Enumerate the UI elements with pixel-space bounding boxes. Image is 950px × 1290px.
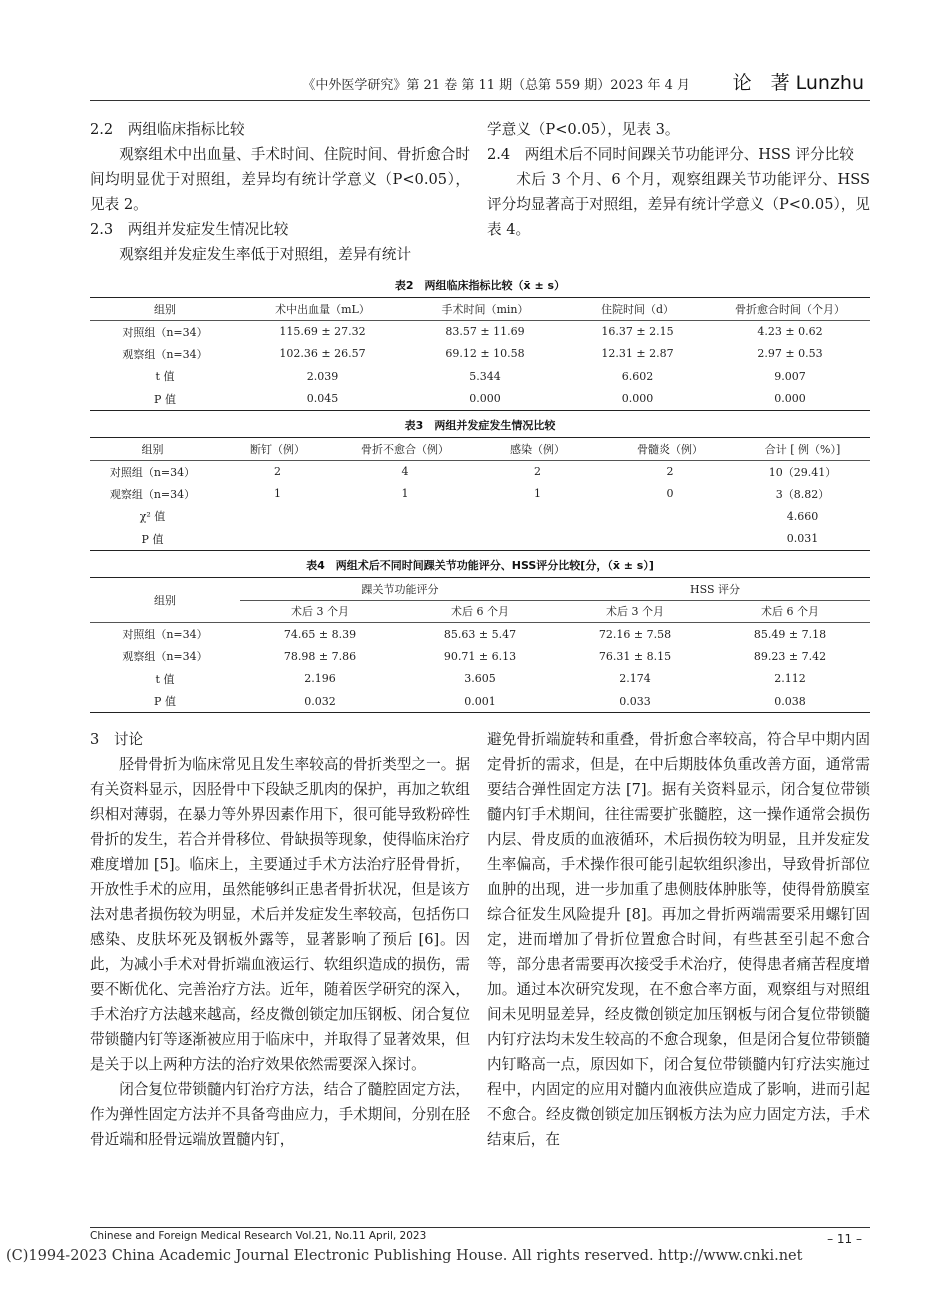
footer-journal: Chinese and Foreign Medical Research Vol.21, No.11 April, 2023 [90,1230,427,1242]
table-cell: 0.000 [565,388,710,411]
table-cell: 6.602 [621,369,654,383]
table-row [90,460,870,483]
discussion-paragraph-2: 闭合复位带锁髓内钉治疗方法，结合了髓腔固定方法，作为弹性固定方法并不具备弯曲应力，手术期间，分别在胫骨近端和胫骨远端放置髓内钉， [90,1081,470,1148]
table-cell: 0.045 [240,388,405,411]
table-cell: P 值 [90,388,240,411]
section-label: 论 著 Lunzhu [732,72,864,94]
table-cell: 2.039 [306,369,339,383]
table-cell [340,528,470,551]
footer-rule [90,1227,870,1228]
paragraph-2-3: 观察组并发症发生率低于对照组，差异有统计 [119,246,412,263]
discussion-right-column [487,727,870,1152]
table3-caption: 表3 两组并发症发生情况比较 [404,419,556,432]
table-cell: 观察组（n=34） [122,650,208,664]
table-cell: 2.174 [619,672,651,686]
results-right-column [487,117,870,242]
table2 [90,297,870,411]
table-cell: 2.97 ± 0.53 [757,347,823,361]
journal-title: 《中外医学研究》第 21 卷 第 11 期（总第 559 期）2023 年 4 月 [302,78,690,93]
table3-header-row [90,438,870,461]
table2-header: 骨折愈合时间（个月） [710,298,870,321]
header-rule [90,100,870,101]
table-cell: 85.49 ± 7.18 [753,627,827,641]
table-cell: 观察组（n=34） [109,487,196,501]
discussion-heading: 3 讨论 [90,731,144,748]
table-row [90,320,870,343]
table-cell [215,505,340,528]
table-cell: 0.000 [405,388,565,411]
table-cell: 2.196 [304,672,336,686]
table2-header: 术中出血量（mL） [240,298,405,321]
table3-header: 感染（例） [470,438,605,461]
table-cell: 对照组（n=34） [122,628,208,641]
table-cell: 0.038 [710,690,870,713]
table-cell: 0 [666,487,674,501]
table-cell: 对照组（n=34） [109,465,196,479]
table-row [90,668,870,691]
table2-header: 组别 [90,298,240,321]
table-row [90,528,870,551]
table-cell: 4.660 [786,509,819,523]
table-cell: 2 [534,465,541,478]
table-cell [470,528,605,551]
table-row [90,388,870,411]
table2-header: 住院时间（d） [565,298,710,321]
table4-subheader: 术后 3 个月 [240,600,400,623]
table2-header-row [90,298,870,321]
running-header [90,68,870,98]
table-row [90,645,870,668]
table-row [90,365,870,388]
table-cell: 1 [274,487,281,501]
table-cell: 2 [274,465,281,478]
table-cell: 0.000 [710,388,870,411]
section-heading-2-4: 2.4 两组术后不同时间踝关节功能评分、HSS 评分比较 [487,146,854,163]
table2-header: 手术时间（min） [405,298,565,321]
table-cell: P 值 [90,690,240,713]
table-cell: 2.112 [774,672,806,686]
table4-caption: 表4 两组术后不同时间踝关节功能评分、HSS评分比较[分，（x̄ ± s）] [306,559,654,572]
table3 [90,437,870,551]
table-cell: 3.605 [464,672,496,686]
table-cell: 78.98 ± 7.86 [283,649,357,663]
discussion-left-column [90,727,470,1152]
table-cell: χ² 值 [139,510,166,524]
table-cell [470,505,605,528]
table2-caption: 表2 两组临床指标比较（x̄ ± s） [394,279,566,292]
table-cell: 2 [666,465,674,478]
results-left-column [90,117,470,267]
table4-ankle-header: 踝关节功能评分 [240,578,560,601]
table-cell: P 值 [90,528,215,551]
table4-hss-header: HSS 评分 [560,578,870,601]
table-cell [215,528,340,551]
table3-header: 组别 [90,438,215,461]
page-number: – 11 – [827,1232,862,1246]
table4 [90,577,870,713]
table-row [90,690,870,713]
table-cell: 90.71 ± 6.13 [443,649,517,663]
table-cell: 0.001 [400,690,560,713]
table-cell: 83.57 ± 11.69 [445,325,525,338]
paragraph-2-3-continued: 学意义（P<0.05），见表 3。 [487,121,680,138]
discussion-paragraph-1: 胫骨骨折为临床常见且发生率较高的骨折类型之一。据有关资料显示，因胫骨中下段缺乏肌肉的保护，再加之软组织相对薄弱，在暴力等外界因素作用下，很可能导致粉碎性骨折的发生，若合并骨移位、骨缺损等现象，使得临床治疗难度增加 [5]。临床上，主要通过手术方法治疗胫骨骨折，开放性手术的应用，虽然能够纠正患者骨折状况，但是该方法对患者损伤较为明显，术后并发症发生率较高，包括伤口感染、皮肤坏死及钢板外露等，显著影响了预后 [6]。因此，为减小手术对骨折端血液运行、软组织造成的损伤，需要不断优化、完善治疗方法。近年，随着医学研究的深入，手术治疗方法越来越高，经皮微创锁定加压钢板、闭合复位带锁髓内钉等逐渐被应用于临床中，并取得了显著效果，但是关于以上两种方法的治疗效果依然需要深入探讨。 [90,756,470,1073]
table-cell: 1 [401,487,409,501]
table-cell: 4.23 ± 0.62 [757,325,823,338]
table-cell: 5.344 [469,369,501,383]
table-cell: 0.032 [240,690,400,713]
table-cell: 85.63 ± 5.47 [443,627,517,641]
table4-subheader: 术后 3 个月 [560,600,710,623]
table-cell [605,505,735,528]
table-cell: 3（8.82） [775,487,830,501]
table-cell [340,505,470,528]
table4-header-row [90,578,870,601]
table-cell: 74.65 ± 8.39 [283,627,357,641]
paragraph-2-2: 观察组术中出血量、手术时间、住院时间、骨折愈合时间均明显优于对照组，差异均有统计学意义（P<0.05），见表 2。 [90,146,470,213]
table-cell: 76.31 ± 8.15 [598,649,672,663]
table-cell: 72.16 ± 7.58 [598,627,672,641]
table-cell: 4 [401,465,409,478]
table-cell: 0.031 [735,528,870,551]
table-cell: 89.23 ± 7.42 [753,649,827,663]
table4-subheader: 术后 6 个月 [400,600,560,623]
table-cell: 1 [534,487,541,501]
paragraph-2-4: 术后 3 个月、6 个月，观察组踝关节功能评分、HSS 评分均显著高于对照组，差异有统计学意义（P<0.05），见表 4。 [487,171,870,238]
table-cell: 12.31 ± 2.87 [601,347,674,361]
table-row [90,343,870,366]
table-cell: 102.36 ± 26.57 [279,347,366,361]
table-row [90,505,870,528]
table3-header: 合计 [ 例（%）] [735,438,870,461]
table-row [90,483,870,506]
table-cell: 9.007 [774,369,806,383]
table-cell: t 值 [155,672,175,686]
table3-header: 断钉（例） [215,438,340,461]
section-heading-2-2: 2.2 两组临床指标比较 [90,121,245,138]
table-cell [605,528,735,551]
discussion-paragraph-3: 避免骨折端旋转和重叠，骨折愈合率较高，符合早中期内固定骨折的需求，但是，在中后期肢体负重改善方面，通常需要结合弹性固定方法 [7]。据有关资料显示，闭合复位带锁髓内钉手术期间，往往需要扩张髓腔，这一操作通常会损伤内层、骨皮质的血液循环，术后损伤较为明显，且并发症发生率偏高，手术操作很可能引起软组织渗出，导致骨折部位血肿的出现，进一步加重了患侧肢体肿胀等，使得骨筋膜室综合征发生风险提升 [8]。再加之骨折两端需要采用螺钉固定，进而增加了骨折位置愈合时间，有些甚至引起不愈合等，部分患者需要再次接受手术治疗，使得患者痛苦程度增加。通过本次研究发现，在不愈合率方面，观察组与对照组间未见明显差异，经皮微创锁定加压钢板与闭合复位带锁髓内钉疗法均未发生较高的不愈合现象，但是闭合复位带锁髓内钉略高一点，原因如下，闭合复位带锁髓内钉疗法实施过程中，内固定的应用对髓内血液供应造成了影响，进而引起不愈合。经皮微创锁定加压钢板方法为应力固定方法，手术结束后，在 [487,731,870,1148]
table3-header: 骨折不愈合（例） [340,438,470,461]
table-cell: 10（29.41） [768,465,837,479]
copyright-watermark: (C)1994-2023 China Academic Journal Electronic Publishing House. All rights reserved. http://www.cnki.net [6,1248,803,1264]
table-cell: 0.033 [560,690,710,713]
table-cell: 对照组（n=34） [122,325,208,339]
table-cell: 69.12 ± 10.58 [445,347,525,361]
table4-group-header: 组别 [90,578,240,623]
table-cell: 115.69 ± 27.32 [279,325,366,338]
section-heading-2-3: 2.3 两组并发症发生情况比较 [90,221,289,238]
table-row [90,623,870,646]
table-cell: t 值 [155,370,175,384]
table4-subheader: 术后 6 个月 [710,600,870,623]
table-cell: 观察组（n=34） [122,347,208,361]
table-cell: 16.37 ± 2.15 [601,325,674,338]
table3-header: 骨髓炎（例） [605,438,735,461]
